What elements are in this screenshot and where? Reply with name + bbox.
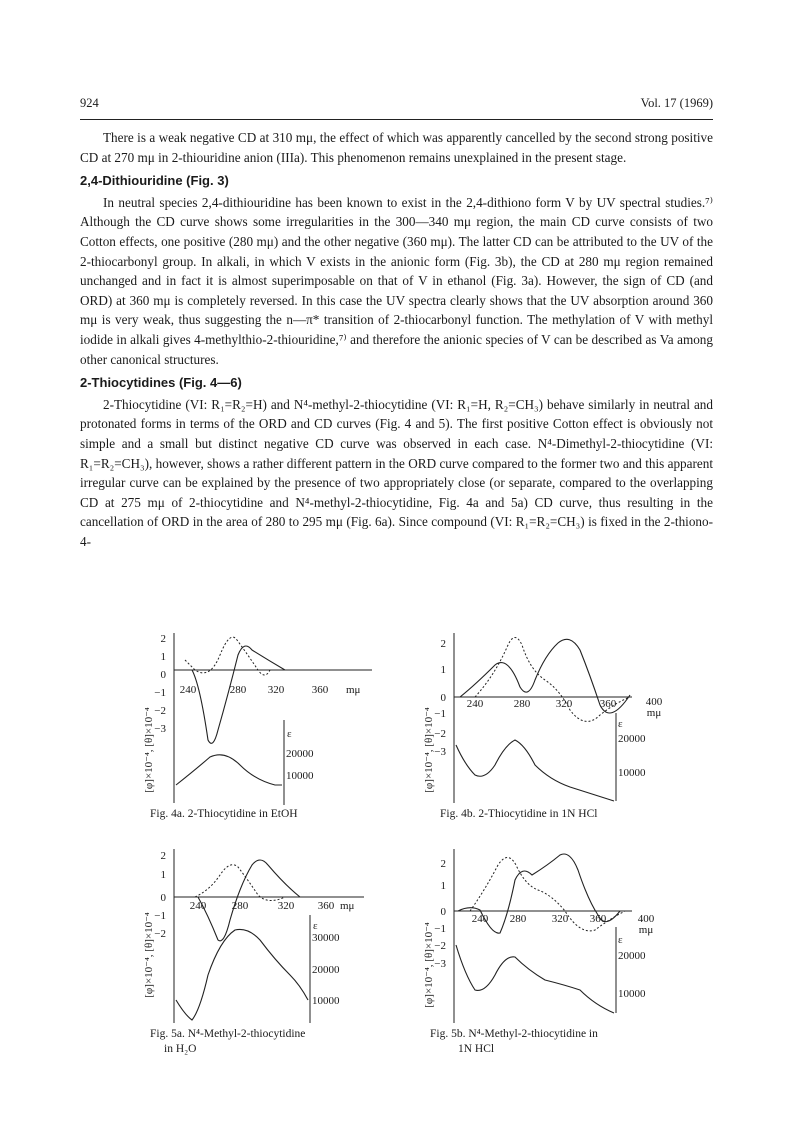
eps-tick: 30000 — [312, 932, 340, 944]
y-axis-label: [φ]×10⁻⁴, [θ]×10⁻⁴ — [143, 707, 155, 793]
cd-curve-dotted — [195, 865, 308, 901]
caption-line: Fig. 5a. N⁴-Methyl-2-thiocytidine — [150, 1028, 306, 1040]
y-axis-label: [φ]×10⁻⁴, [θ]×10⁻⁴ — [143, 912, 155, 998]
eps-tick: 10000 — [312, 995, 340, 1007]
figure-5a — [140, 845, 380, 1060]
y-tick: 1 — [440, 664, 446, 676]
figure-caption — [430, 1027, 680, 1057]
y-tick: −2 — [154, 928, 166, 940]
eps-symbol: ε — [618, 718, 623, 730]
figure-4a-plot — [140, 625, 380, 805]
figure-5a-plot — [140, 845, 380, 1025]
page-header — [80, 96, 713, 116]
figure-5b-plot — [420, 845, 680, 1025]
y-tick: −1 — [154, 910, 166, 922]
y-axis-label: [φ]×10⁻⁴, [θ]×10⁻⁴ — [423, 707, 435, 793]
figure-4b-plot — [420, 625, 680, 805]
x-unit: mμ — [638, 924, 654, 936]
y-tick: −1 — [434, 708, 446, 720]
y-tick: −2 — [154, 705, 166, 717]
y-tick: −1 — [154, 687, 166, 699]
y-tick: 1 — [160, 651, 166, 663]
figure-5b — [420, 845, 680, 1060]
figure-4b — [420, 625, 680, 825]
figure-caption — [150, 1027, 380, 1057]
x-tick: 240 — [179, 684, 197, 696]
x-tick: 360 — [311, 684, 329, 696]
uv-curve — [176, 755, 282, 785]
eps-symbol: ε — [287, 728, 292, 740]
y-tick: 0 — [160, 892, 166, 904]
y-tick: 0 — [440, 692, 446, 704]
uv-curve — [456, 945, 614, 1013]
x-tick: 280 — [509, 913, 527, 925]
x-tick: 360 — [589, 913, 607, 925]
x-unit: mμ — [646, 707, 662, 719]
volume-label: Vol. 17 (1969) — [640, 96, 713, 110]
x-tick: 280 — [229, 684, 247, 696]
eps-symbol: ε — [618, 934, 623, 946]
y-tick: −3 — [434, 746, 446, 758]
caption-line: Fig. 5b. N⁴-Methyl-2-thiocytidine in — [430, 1028, 598, 1040]
x-tick: 240 — [471, 913, 489, 925]
y-tick: 1 — [160, 869, 166, 881]
paragraph-thiocytidines: 2-Thiocytidine (VI: R₁=R₂=H) and N⁴-methyl-2-thiocytidine (VI: R₁=H, R₂=CH₃) behave similarly in neutral and protonated forms in terms of the ORD and CD curves (Fig. 4 and 5). The first positive Cotton effect is obviously not simple and a small but distinct negative CD curve was observed in each case. N⁴-Dimethyl-2-thiocytidine (VI: R₁=R₂=CH₃), however, shows a rather different pattern in the ORD curve compared to the former two and this apparent irregular curve can be explained by the presence of two appropriately close (or separate, compared to the overlapping CD at 275 mμ of 2-thiocytidine and N⁴-methyl-2-thiocytidine, Fig. 4a and 5a) CD curve, thus resulting in the cancellation of ORD in the area of 280 to 295 mμ (Fig. 6a). Since compound (VI: R₁=R₂=CH₃) is fixed in the 2-thiono-4- — [80, 396, 713, 549]
x-tick: 240 — [466, 698, 484, 710]
section-heading-thiocytidines: 2-Thiocytidines (Fig. 4—6) — [80, 375, 242, 391]
y-tick: −3 — [434, 958, 446, 970]
eps-tick: 20000 — [618, 950, 646, 962]
y-tick: −2 — [434, 940, 446, 952]
x-tick: 320 — [267, 684, 285, 696]
x-tick: 400 — [645, 696, 663, 708]
eps-tick: 20000 — [312, 964, 340, 976]
eps-tick: 10000 — [618, 767, 646, 779]
y-tick: −2 — [434, 728, 446, 740]
x-tick: 360 — [317, 900, 335, 912]
eps-tick: 20000 — [618, 733, 646, 745]
x-tick: 280 — [513, 698, 531, 710]
body-text — [80, 128, 713, 551]
section-heading-dithiouridine: 2,4-Dithiouridine (Fig. 3) — [80, 173, 229, 189]
x-tick: 320 — [277, 900, 295, 912]
y-axis-label: [φ]×10⁻⁴, [θ]×10⁻⁴ — [423, 922, 435, 1008]
x-tick: 320 — [555, 698, 573, 710]
eps-tick: 20000 — [286, 748, 314, 760]
y-tick: −1 — [434, 923, 446, 935]
header-rule — [80, 119, 713, 120]
figure-caption: Fig. 4a. 2-Thiocytidine in EtOH — [150, 808, 298, 820]
x-unit: mμ — [346, 684, 361, 696]
y-tick: 0 — [440, 906, 446, 918]
caption-line: in H₂O — [164, 1043, 197, 1055]
uv-curve — [176, 929, 308, 1020]
paragraph-cd-weak-negative: There is a weak negative CD at 310 mμ, the effect of which was apparently cancelled by the second strong positive CD at 270 mμ in 2-thiouridine anion (IIIa). This phenomenon remains unexplained in the present stage. — [80, 130, 713, 165]
y-tick: 2 — [160, 850, 166, 862]
x-unit: mμ — [340, 900, 355, 912]
x-tick: 280 — [231, 900, 249, 912]
y-tick: 2 — [440, 638, 446, 650]
y-tick: 1 — [440, 880, 446, 892]
paragraph-dithiouridine: In neutral species 2,4-dithiouridine has been known to exist in the 2,4-dithiono form V by UV spectral studies.⁷⁾ Although the CD curve shows some irregularities in the 300—340 mμ region, the main CD curve consists of two Cotton effects, one positive (280 mμ) and the other negative (360 mμ). The latter CD can be attributed to the UV of the 2-thiocarbonyl group. In alkali, in which V exists in the anionic form (Fig. 3b), the CD at 280 mμ region remained unchanged and in fact it is almost superimposable on that of V in ethanol (Fig. 3a). However, the sign of CD (and ORD) at 360 mμ is completely reversed. In this case the UV spectra clearly shows that the UV absorption around 360 mμ is very weak, thus suggesting the n—π* transition of 2-thiocarbonyl function. The methylation of V with methyl iodide in alkali gives 4-methylthio-2-thiouridine,⁷⁾ and therefore the anionic species of V can be described as Va among other canonical structures. — [80, 194, 713, 367]
x-tick: 320 — [551, 913, 569, 925]
eps-symbol: ε — [313, 920, 318, 932]
ord-curve — [192, 646, 315, 743]
y-tick: 2 — [160, 633, 166, 645]
x-tick: 240 — [189, 900, 207, 912]
y-tick: 0 — [160, 669, 166, 681]
caption-line: 1N HCl — [458, 1043, 495, 1055]
eps-tick: 10000 — [286, 770, 314, 782]
y-tick: −3 — [154, 723, 166, 735]
x-tick: 360 — [599, 698, 617, 710]
figure-caption: Fig. 4b. 2-Thiocytidine in 1N HCl — [440, 808, 598, 820]
figure-4a — [140, 625, 380, 825]
x-tick: 400 — [637, 913, 655, 925]
page-number: 924 — [80, 96, 99, 110]
uv-curve — [456, 740, 614, 801]
eps-tick: 10000 — [618, 988, 646, 1000]
y-tick: 2 — [440, 858, 446, 870]
